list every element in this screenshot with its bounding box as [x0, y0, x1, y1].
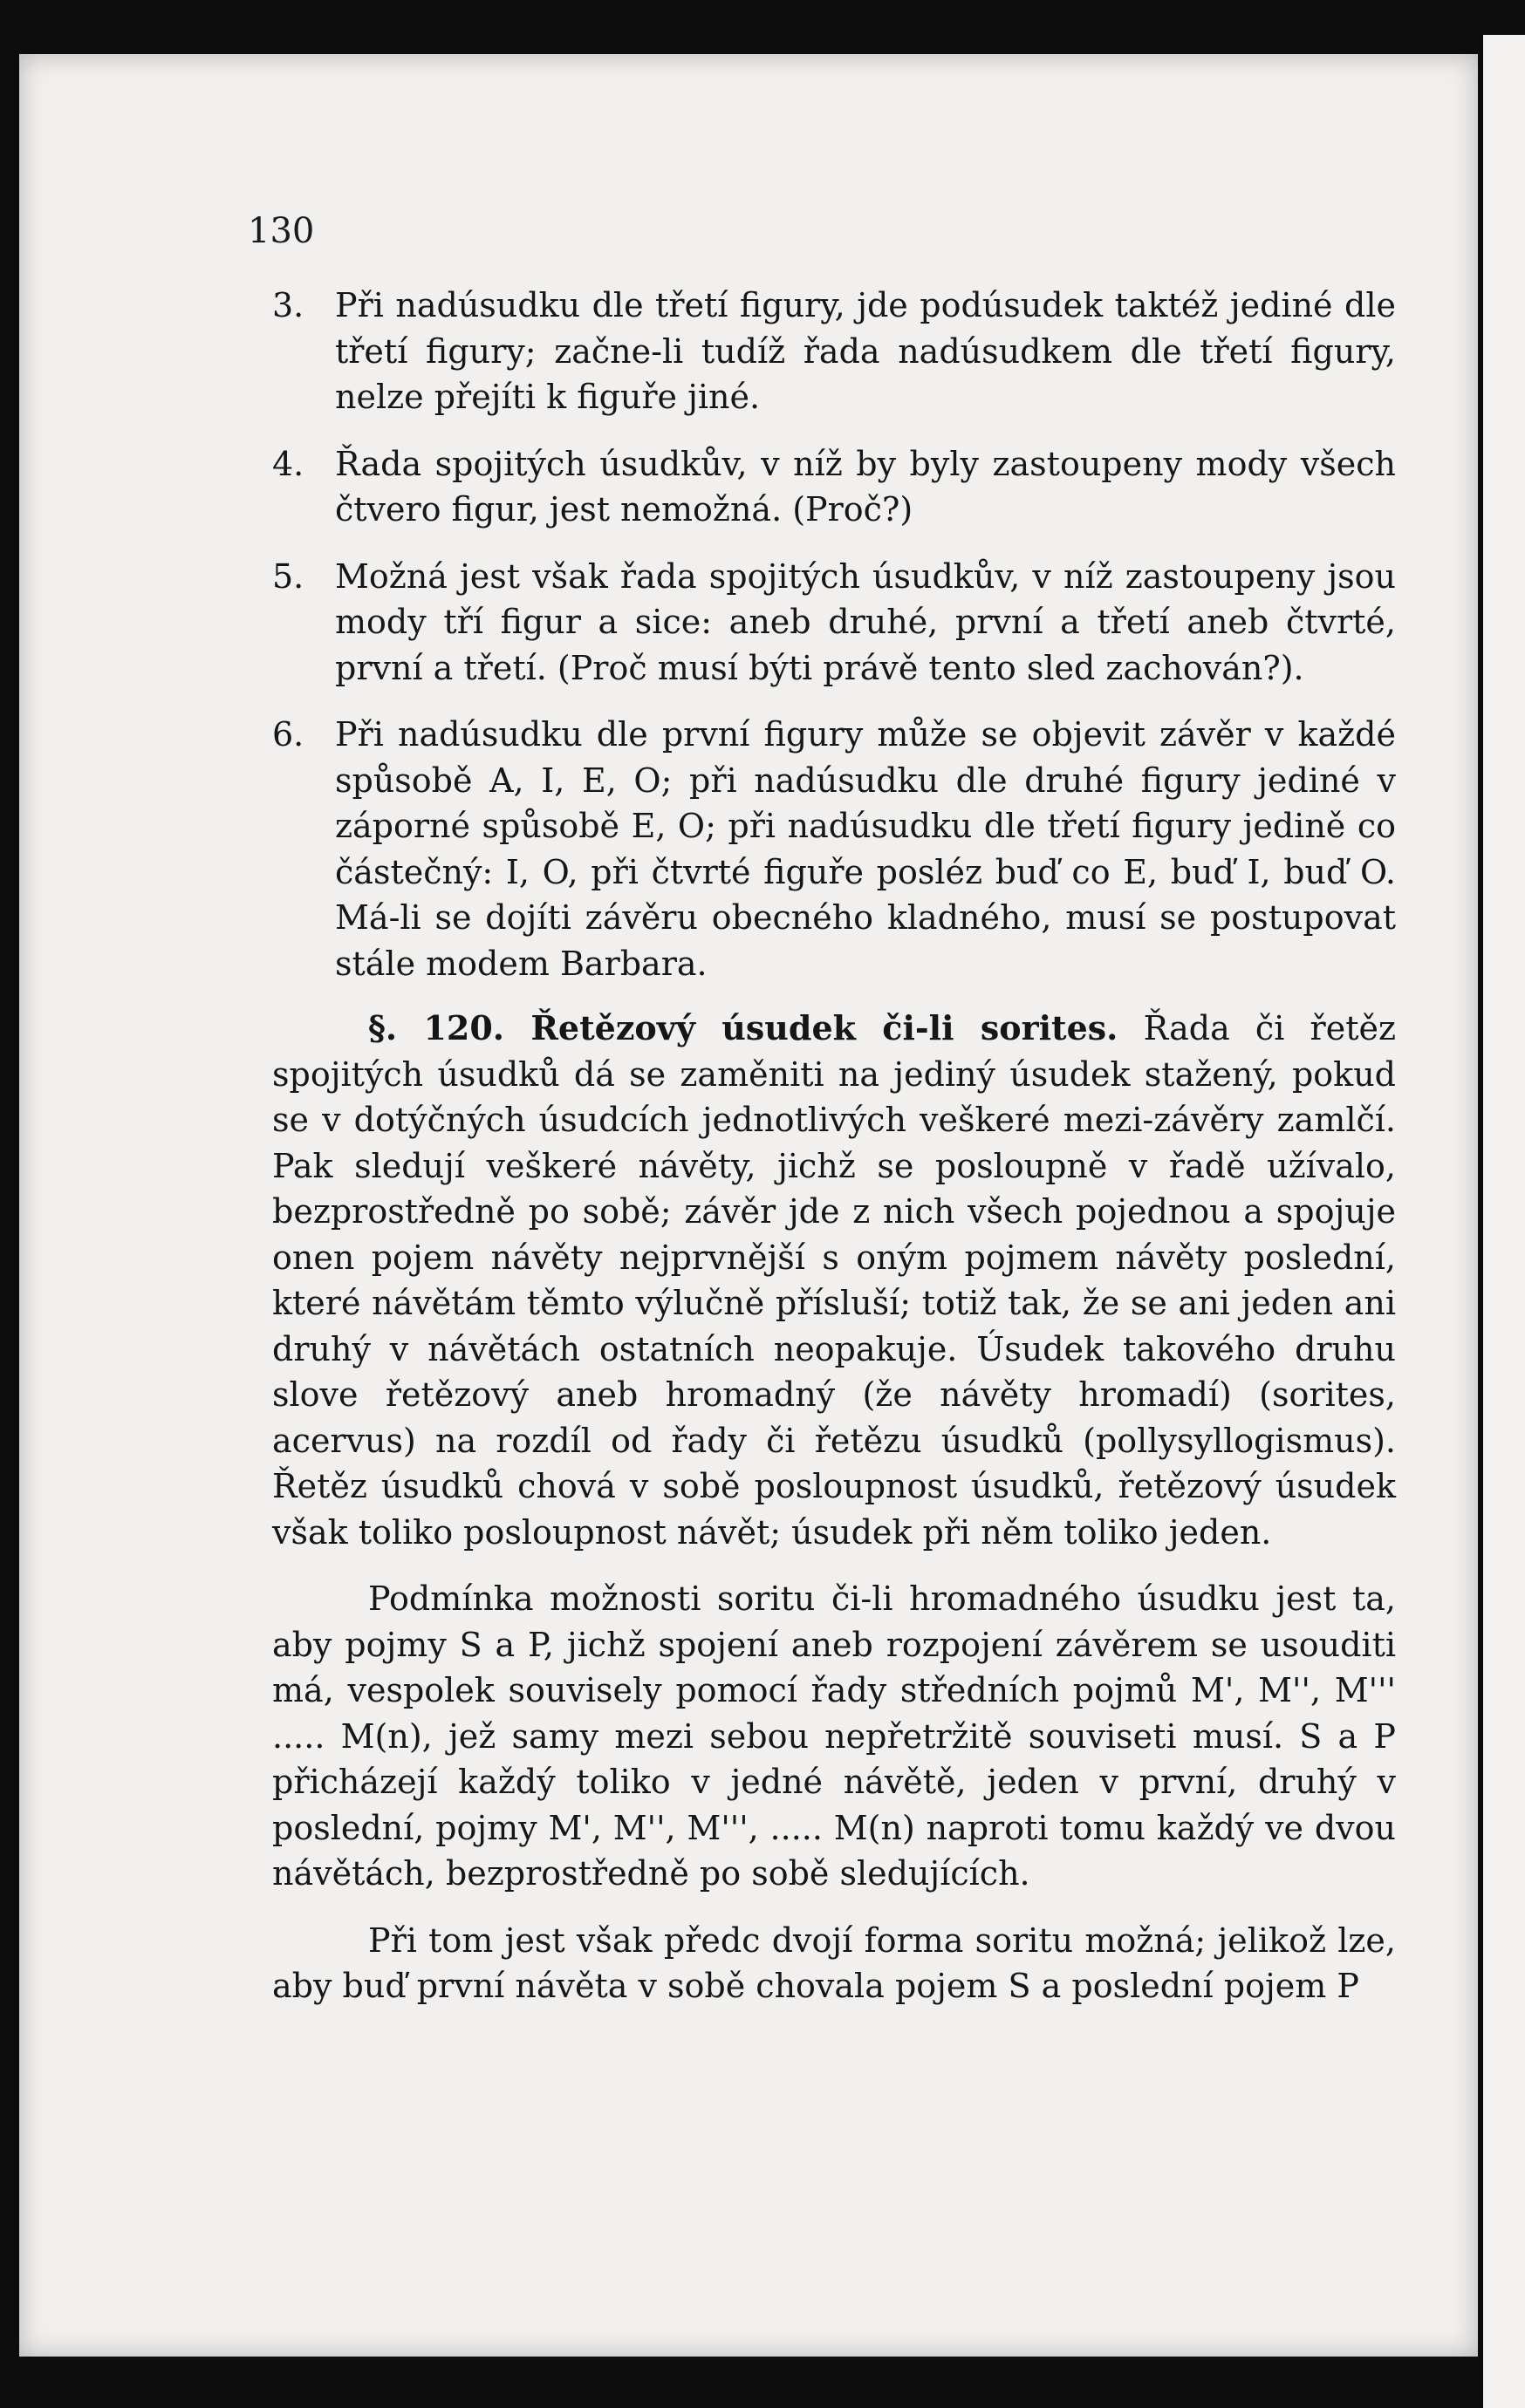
item-number: 5.	[272, 556, 304, 596]
paragraph: Při tom jest však předc dvojí forma soritu možná; jelikož lze, aby buď první návěta v sobě chovala pojem S a poslední pojem P	[272, 1920, 1396, 2005]
list-item	[272, 283, 1396, 420]
item-number: 4.	[272, 444, 304, 483]
item-text: Řada spojitých úsudkův, v níž by byly zastoupeny mody všech čtvero figur, jest nemožná. (Proč?)	[335, 444, 1396, 529]
next-page-edge	[1483, 35, 1525, 2408]
page-text	[272, 283, 1396, 2009]
item-text: Při nadúsudku dle první figury může se objevit závěr v každé spůsobě A, I, E, O; při nadúsudku dle druhé figury jediné v záporné spůsobě E, O; při nadúsudku dle třetí figury jedině co částečný: I, O, při čtvrté figuře posléz buď co E, buď I, buď O. Má-li se dojíti závěru obecného kladného, musí se postupovat stále modem Barbara.	[335, 715, 1396, 983]
item-number: 6.	[272, 715, 304, 754]
item-text: Možná jest však řada spojitých úsudkův, v níž zastoupeny jsou mody tří figur a sice: aneb druhé, první a třetí aneb čtvrté, první a třetí. (Proč musí býti právě tento sled zachován?).	[335, 556, 1396, 687]
paragraph: Podmínka možnosti soritu či-li hromadného úsudku jest ta, aby pojmy S a P, jichž spojení aneb rozpojení závěrem se usouditi má, vespolek souvisely pomocí řady středních pojmů M', M'', M''' ..... M(n), jež samy mezi sebou nepřetržitě souviseti musí. S a P přicházejí každý toliko v jedné návětě, jeden v první, druhý v poslední, pojmy M', M'', M''', ..... M(n) naproti tomu každý ve dvou návětách, bezprostředně po sobě sledujících.	[272, 1579, 1396, 1893]
list-item	[272, 712, 1396, 986]
section-paragraph	[272, 1006, 1396, 1555]
section-body: Řada či řetěz spojitých úsudků dá se zaměniti na jediný úsudek stažený, pokud se v dotýčných úsudcích jednotlivých veškeré mezi-závěry zamlčí. Pak sledují veškeré návěty, jichž se posloupně v řadě užívalo, bezprostředně po sobě; závěr jde z nich všech pojednou a spojuje onen pojem návěty nejprvnější s oným pojmem návěty poslední, které návětám těmto výlučně přísluší; totiž tak, že se ani jeden ani druhý v návětách ostatních neopakuje. Úsudek takového druhu slove řetězový aneb hromadný (že návěty hromadí) (sorites, acervus) na rozdíl od řady či řetězu úsudků (pollysyllogismus). Řetěz úsudků chová v sobě posloupnost úsudků, řetězový úsudek však toliko posloupnost návět; úsudek při něm toliko jeden.	[272, 1009, 1396, 1552]
section-heading: §. 120. Řetězový úsudek či-li sorites.	[368, 1008, 1118, 1047]
book-page	[19, 54, 1478, 2357]
list-item	[272, 554, 1396, 692]
list-item	[272, 441, 1396, 533]
item-number: 3.	[272, 286, 304, 324]
page-number: 130	[248, 211, 315, 251]
item-text: Při nadúsudku dle třetí figury, jde podúsudek taktéž jediné dle třetí figury; začne-li tudíž řada nadúsudkem dle třetí figury, nelze přejíti k figuře jiné.	[335, 286, 1396, 416]
numbered-list	[272, 283, 1396, 986]
